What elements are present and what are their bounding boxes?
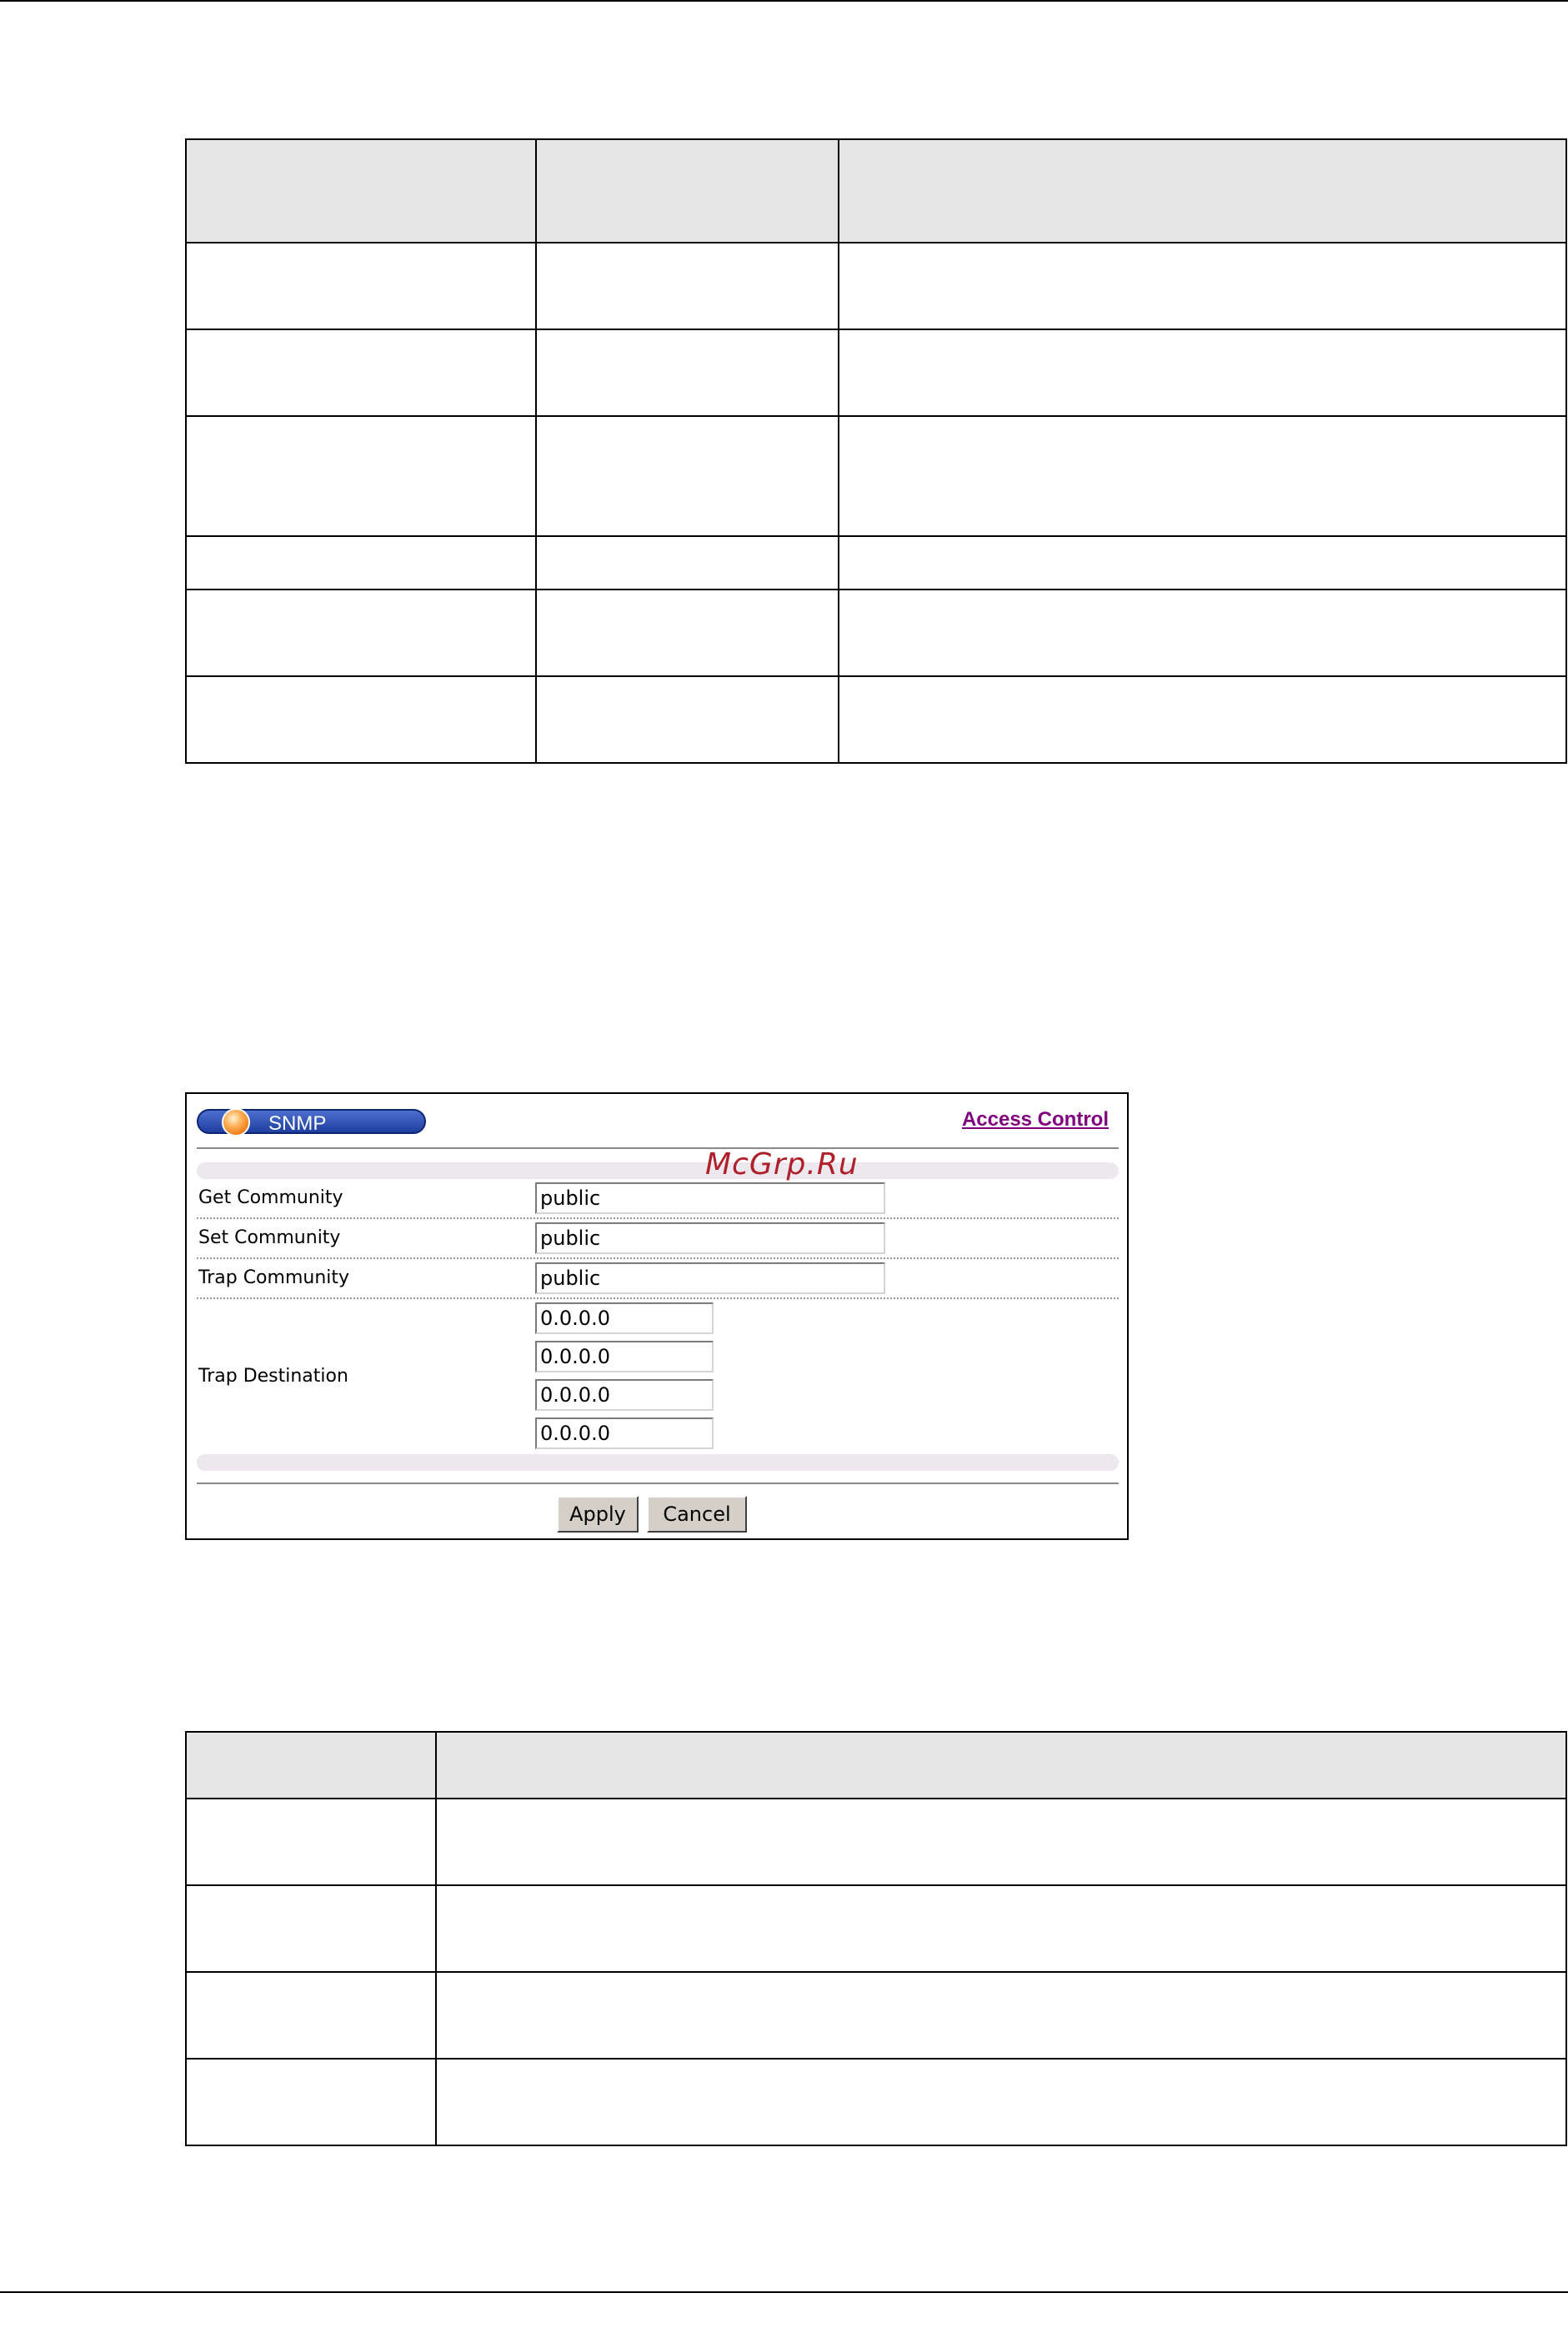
- get-community-label: Get Community: [198, 1187, 343, 1208]
- trap-destination-input-3[interactable]: [535, 1379, 714, 1411]
- table-cell: [536, 329, 839, 416]
- row-separator: [197, 1217, 1119, 1219]
- table-cell: [839, 676, 1566, 763]
- table-row: [186, 329, 1566, 416]
- header-cell: [186, 1732, 436, 1799]
- table-cell: [436, 2059, 1566, 2145]
- table-cell: [536, 416, 839, 536]
- table-cell: [436, 1972, 1566, 2059]
- cancel-button[interactable]: Cancel: [647, 1496, 747, 1533]
- table-cell: [839, 329, 1566, 416]
- table-lower: [185, 1731, 1567, 2146]
- header-cell: [839, 139, 1566, 243]
- table-row: [186, 416, 1566, 536]
- table-row: [186, 1885, 1566, 1972]
- divider: [197, 1147, 1119, 1149]
- table-cell: [839, 416, 1566, 536]
- table-cell: [839, 243, 1566, 329]
- access-control-link[interactable]: Access Control: [961, 1108, 1109, 1131]
- watermark: McGrp.Ru: [705, 1147, 859, 1182]
- table-row: [186, 243, 1566, 329]
- table-upper: [185, 138, 1567, 764]
- bottom-rule: [0, 2291, 1568, 2293]
- table-row: [186, 536, 1566, 590]
- header-cell: [186, 139, 536, 243]
- trap-destination-label: Trap Destination: [198, 1366, 348, 1387]
- table-cell: [186, 329, 536, 416]
- table-row: [186, 676, 1566, 763]
- snmp-title-bar: [197, 1109, 426, 1134]
- table-cell: [839, 590, 1566, 676]
- trap-community-label: Trap Community: [198, 1267, 350, 1288]
- band-bottom: [197, 1454, 1119, 1471]
- table-cell: [186, 1799, 436, 1885]
- table-cell: [536, 590, 839, 676]
- set-community-input[interactable]: [535, 1222, 885, 1254]
- trap-community-input[interactable]: [535, 1262, 885, 1294]
- header-cell: [436, 1732, 1566, 1799]
- apply-button[interactable]: Apply: [557, 1496, 639, 1533]
- table-cell: [186, 243, 536, 329]
- table-cell: [186, 2059, 436, 2145]
- row-separator: [197, 1297, 1119, 1299]
- orb-icon: [222, 1108, 250, 1136]
- table-cell: [436, 1799, 1566, 1885]
- table-row: [186, 1799, 1566, 1885]
- table-row: [186, 2059, 1566, 2145]
- table-row: [186, 1972, 1566, 2059]
- trap-destination-input-4[interactable]: [535, 1417, 714, 1449]
- table-cell: [536, 536, 839, 590]
- band-top: [197, 1162, 1119, 1179]
- header-cell: [536, 139, 839, 243]
- trap-destination-input-1[interactable]: [535, 1302, 714, 1334]
- trap-destination-input-2[interactable]: [535, 1341, 714, 1372]
- table-cell: [186, 676, 536, 763]
- table-header-row: [186, 1732, 1566, 1799]
- set-community-label: Set Community: [198, 1227, 341, 1248]
- snmp-panel: [185, 1092, 1129, 1540]
- table-cell: [536, 243, 839, 329]
- table-cell: [186, 590, 536, 676]
- table-header-row: [186, 139, 1566, 243]
- table-cell: [186, 536, 536, 590]
- table-cell: [186, 1972, 436, 2059]
- row-separator: [197, 1257, 1119, 1259]
- top-rule: [0, 0, 1568, 2]
- table-cell: [839, 536, 1566, 590]
- table-cell: [436, 1885, 1566, 1972]
- snmp-title: SNMP: [268, 1112, 327, 1135]
- table-cell: [186, 1885, 436, 1972]
- get-community-input[interactable]: [535, 1182, 885, 1214]
- table-row: [186, 590, 1566, 676]
- table-cell: [536, 676, 839, 763]
- divider: [197, 1483, 1119, 1484]
- table-cell: [186, 416, 536, 536]
